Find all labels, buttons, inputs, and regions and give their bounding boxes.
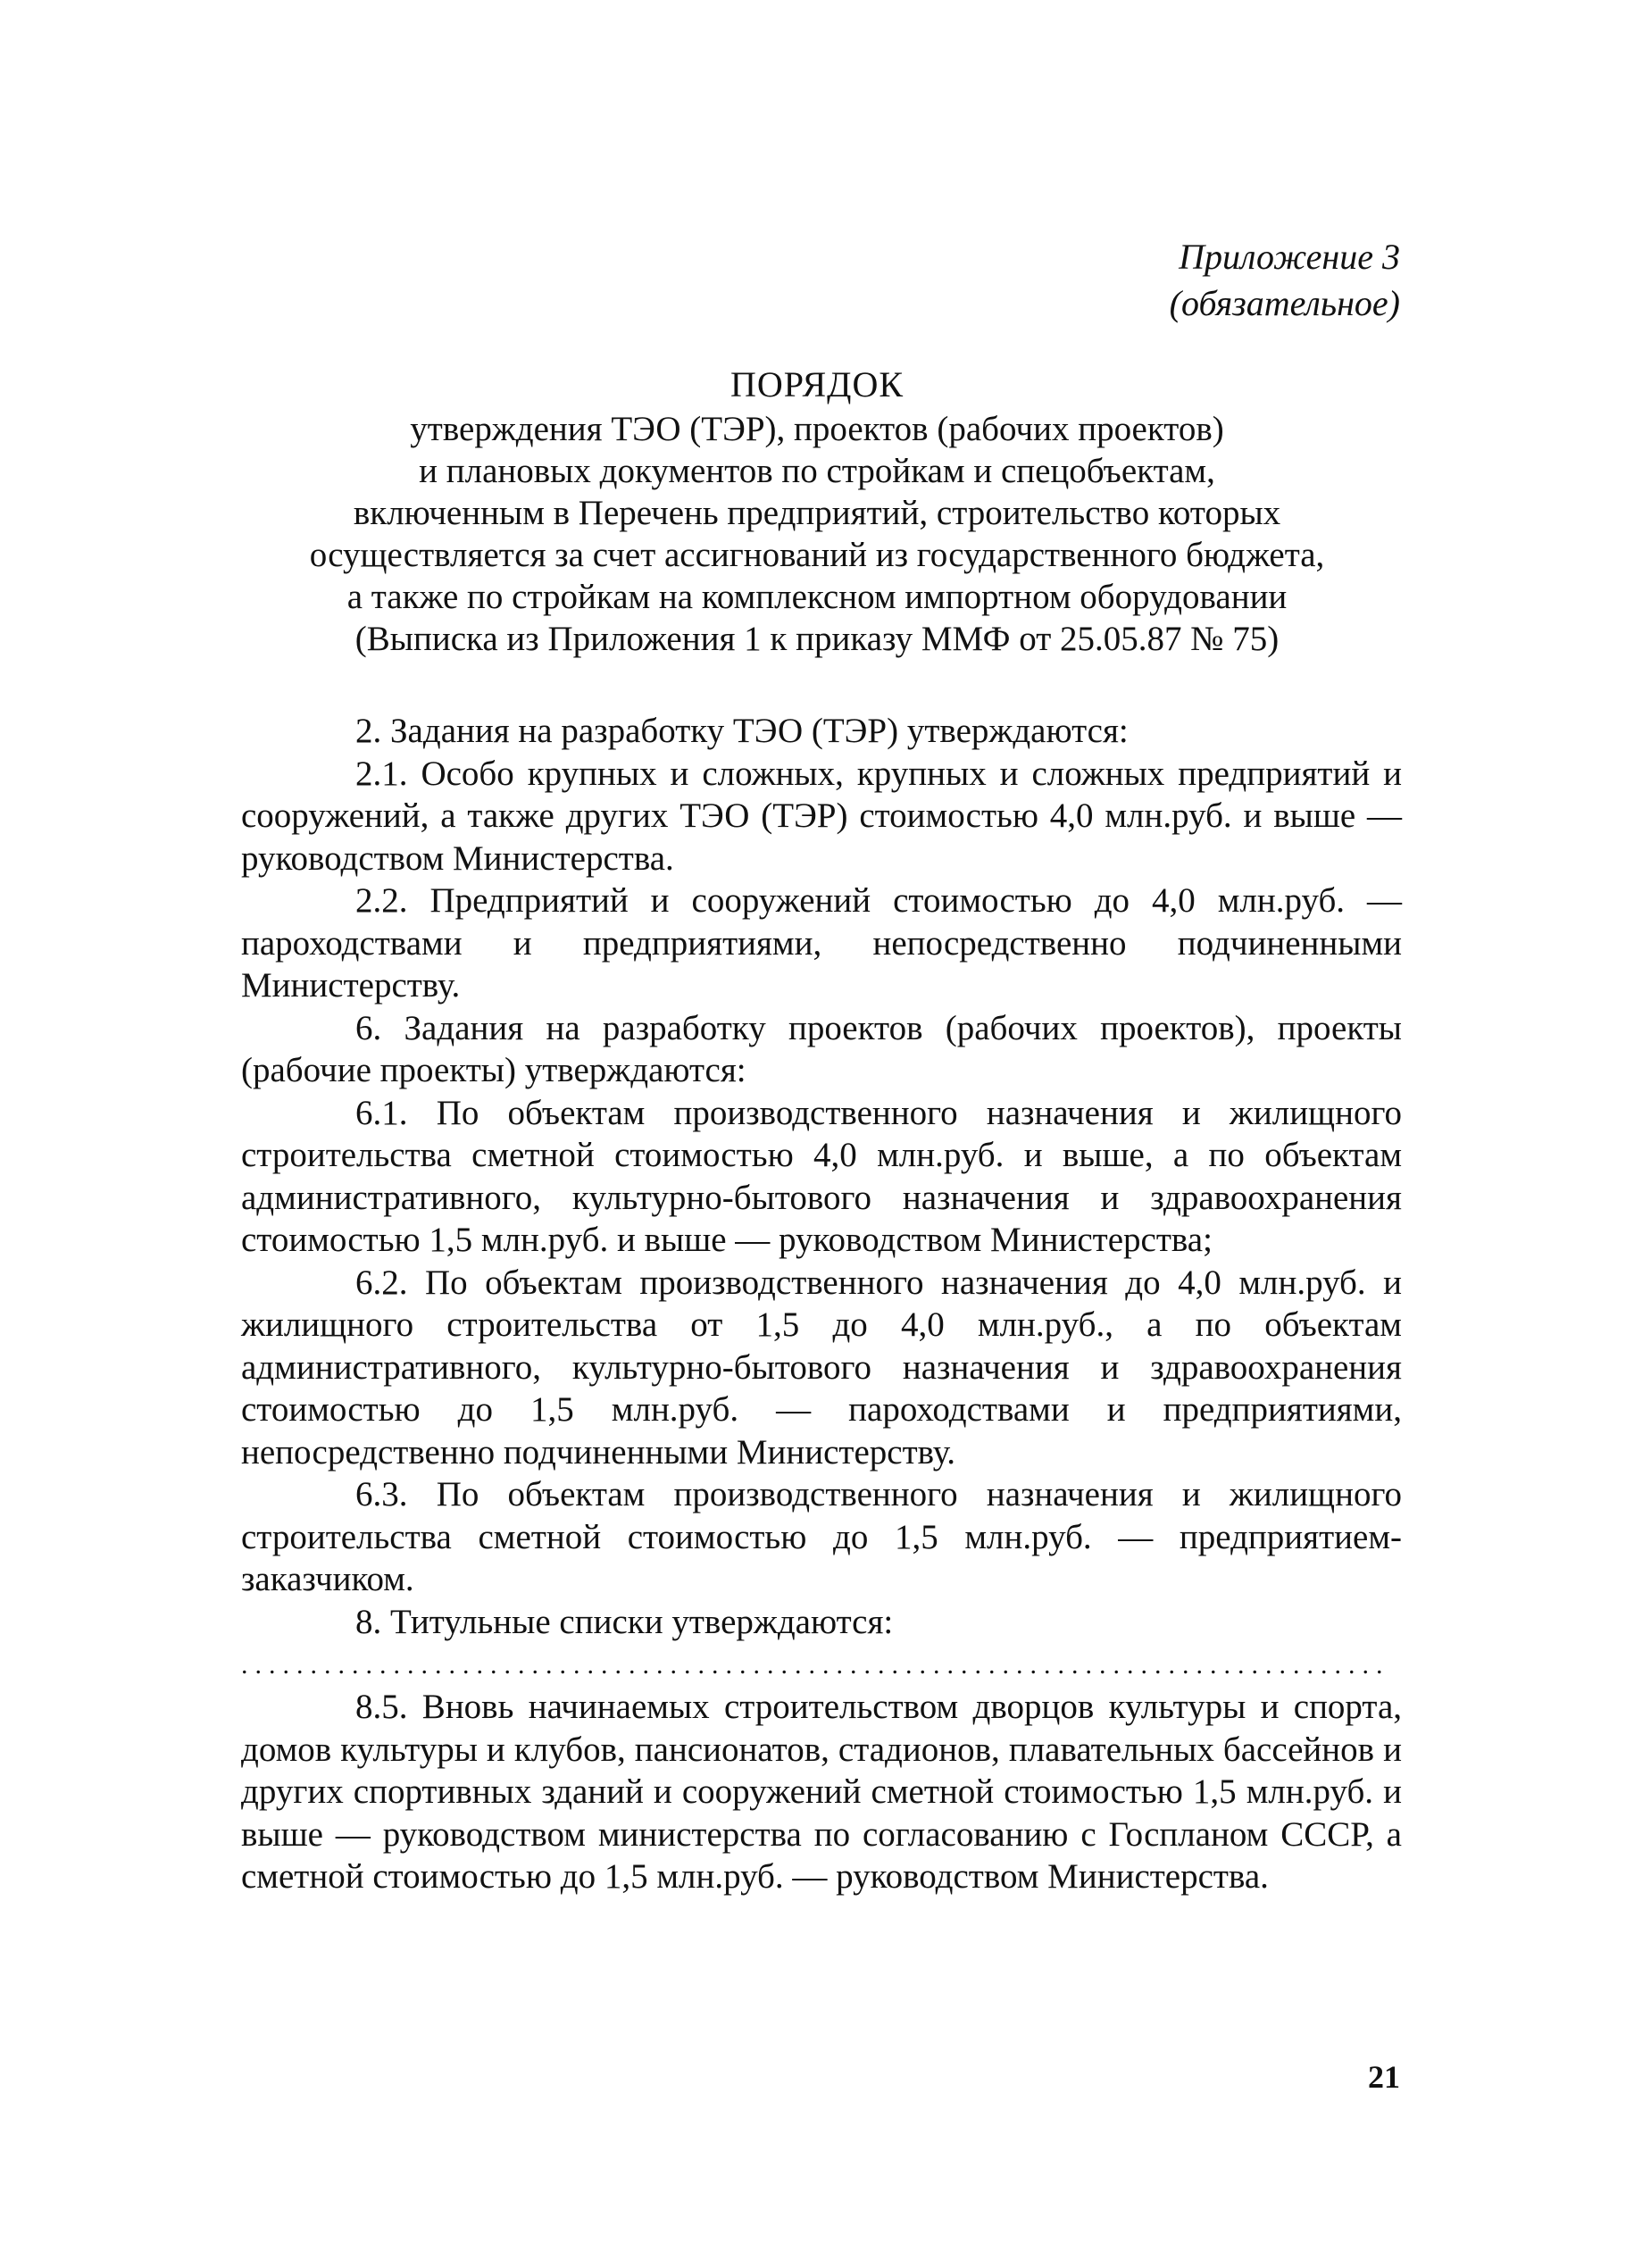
- document-heading: [0, 362, 1634, 660]
- annex-label: [1170, 234, 1400, 327]
- heading-line: включенным в Перечень предприятий, строительство которых: [353, 494, 1281, 532]
- heading-line: осуществляется за счет ассигнований из государственного бюджета,: [309, 536, 1325, 574]
- omission-separator: ...................................................................................: [241, 1650, 1390, 1680]
- paragraph-6-2: 6.2. По объектам производственного назначения до 4,0 млн.руб. и жилищного строительства от 1,5 до 4,0 млн.руб., а по объектам административного, культурно-бытового назначения и здравоохранения стоимостью до 1,5 млн.руб. — пароходствами и предприятиями, непосредственно подчиненными Министерству.: [241, 1263, 1402, 1472]
- document-body: [241, 710, 1402, 1898]
- heading-line: и плановых документов по стройкам и спецобъектам,: [419, 452, 1215, 490]
- annex-number: Приложение 3: [1179, 237, 1400, 277]
- paragraph-2-2: 2.2. Предприятий и сооружений стоимостью до 4,0 млн.руб. — пароходствами и предприятиями, непосредственно подчиненными Министерству.: [241, 881, 1402, 1005]
- heading-line: утверждения ТЭО (ТЭР), проектов (рабочих проектов): [410, 410, 1224, 448]
- heading-title: ПОРЯДОК: [729, 364, 905, 404]
- paragraph-6: 6. Задания на разработку проектов (рабочих проектов), проекты (рабочие проекты) утверждаются:: [241, 1008, 1402, 1089]
- paragraph-8-5: 8.5. Вновь начинаемых строительством дворцов культуры и спорта, домов культуры и клубов, пансионатов, стадионов, плавательных бассейнов и других спортивных зданий и сооружений сметной стоимостью 1,5 млн.руб. и выше — руководством министерства по согласованию с Госпланом СССР, а сметной стоимостью до 1,5 млн.руб. — руководством Министерства.: [241, 1688, 1402, 1896]
- annex-status: (обязательное): [1169, 283, 1400, 323]
- paragraph-6-1: 6.1. По объектам производственного назначения и жилищного строительства сметной стоимостью 4,0 млн.руб. и выше, а по объектам административного, культурно-бытового назначения и здравоохранения стоимостью 1,5 млн.руб. и выше — руководством Министерства;: [241, 1093, 1402, 1259]
- paragraph-6-3: 6.3. По объектам производственного назначения и жилищного строительства сметной стоимостью до 1,5 млн.руб. — предприятием-заказчиком.: [241, 1475, 1402, 1598]
- paragraph-2: 2. Задания на разработку ТЭО (ТЭР) утверждаются:: [355, 712, 1129, 750]
- heading-line: а также по стройкам на комплексном импортном оборудовании: [346, 578, 1288, 616]
- paragraph-8: 8. Титульные списки утверждаются:: [355, 1602, 894, 1641]
- page-number: 21: [1368, 2059, 1400, 2095]
- paragraph-2-1: 2.1. Особо крупных и сложных, крупных и сложных предприятий и сооружений, а также других ТЭО (ТЭР) стоимостью 4,0 млн.руб. и выше — руководством Министерства.: [241, 754, 1402, 878]
- heading-source: (Выписка из Приложения 1 к приказу ММФ от 25.05.87 № 75): [354, 620, 1280, 658]
